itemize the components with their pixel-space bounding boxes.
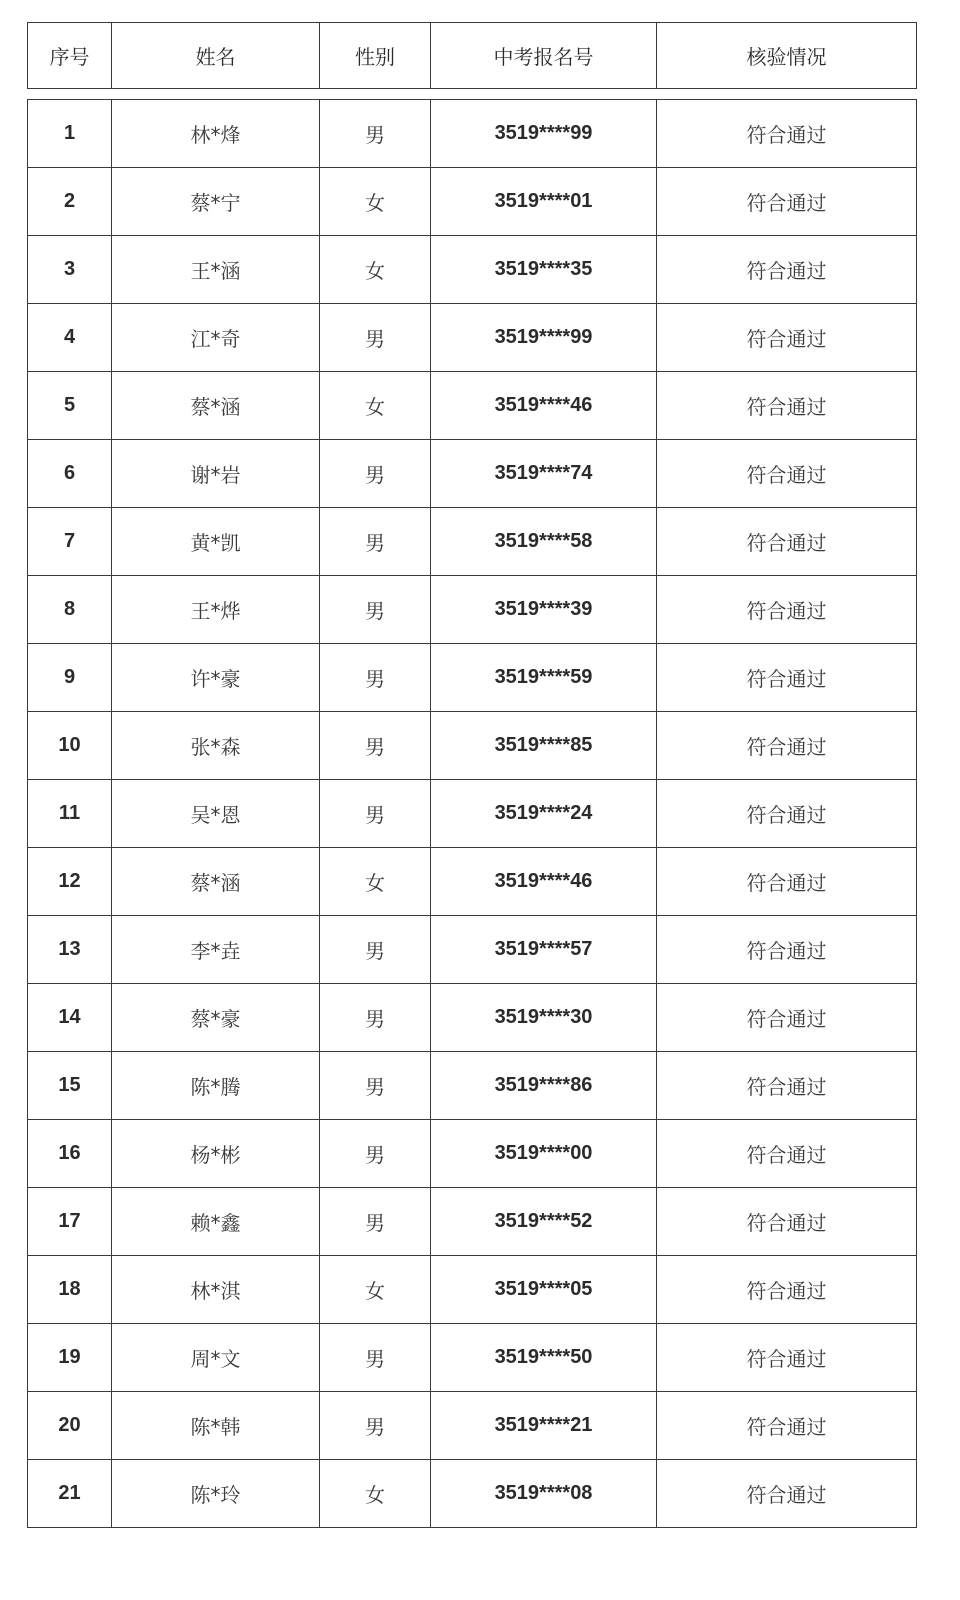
cell-name: 蔡*豪 xyxy=(112,984,320,1052)
table-row xyxy=(28,848,917,916)
cell-index: 4 xyxy=(28,304,112,372)
cell-name: 李*垚 xyxy=(112,916,320,984)
cell-gender: 男 xyxy=(320,576,431,644)
table-row xyxy=(28,372,917,440)
cell-verification: 符合通过 xyxy=(657,984,917,1052)
header-name: 姓名 xyxy=(112,23,320,89)
cell-gender: 女 xyxy=(320,236,431,304)
cell-exam-number: 3519****05 xyxy=(431,1256,657,1324)
table-row xyxy=(28,1392,917,1460)
cell-index: 15 xyxy=(28,1052,112,1120)
cell-exam-number: 3519****01 xyxy=(431,168,657,236)
header-table xyxy=(27,22,917,89)
cell-exam-number: 3519****21 xyxy=(431,1392,657,1460)
cell-name: 林*烽 xyxy=(112,100,320,168)
cell-verification: 符合通过 xyxy=(657,712,917,780)
cell-gender: 男 xyxy=(320,304,431,372)
table-row xyxy=(28,644,917,712)
cell-exam-number: 3519****52 xyxy=(431,1188,657,1256)
cell-exam-number: 3519****59 xyxy=(431,644,657,712)
cell-index: 16 xyxy=(28,1120,112,1188)
cell-index: 18 xyxy=(28,1256,112,1324)
cell-index: 8 xyxy=(28,576,112,644)
cell-verification: 符合通过 xyxy=(657,440,917,508)
header-index: 序号 xyxy=(28,23,112,89)
header-row xyxy=(28,23,917,89)
table-row xyxy=(28,576,917,644)
cell-exam-number: 3519****00 xyxy=(431,1120,657,1188)
cell-index: 9 xyxy=(28,644,112,712)
cell-verification: 符合通过 xyxy=(657,576,917,644)
cell-verification: 符合通过 xyxy=(657,916,917,984)
cell-gender: 男 xyxy=(320,440,431,508)
cell-verification: 符合通过 xyxy=(657,1460,917,1528)
cell-exam-number: 3519****99 xyxy=(431,304,657,372)
table-row xyxy=(28,304,917,372)
cell-gender: 女 xyxy=(320,848,431,916)
cell-verification: 符合通过 xyxy=(657,508,917,576)
cell-index: 14 xyxy=(28,984,112,1052)
table-row xyxy=(28,916,917,984)
cell-gender: 男 xyxy=(320,508,431,576)
table-row xyxy=(28,1188,917,1256)
cell-index: 2 xyxy=(28,168,112,236)
cell-exam-number: 3519****46 xyxy=(431,848,657,916)
cell-gender: 女 xyxy=(320,168,431,236)
cell-gender: 男 xyxy=(320,644,431,712)
table-row xyxy=(28,984,917,1052)
table-row xyxy=(28,1324,917,1392)
cell-exam-number: 3519****74 xyxy=(431,440,657,508)
cell-name: 吴*恩 xyxy=(112,780,320,848)
cell-verification: 符合通过 xyxy=(657,1256,917,1324)
cell-name: 陈*腾 xyxy=(112,1052,320,1120)
header-exam-number: 中考报名号 xyxy=(431,23,657,89)
cell-verification: 符合通过 xyxy=(657,1052,917,1120)
cell-gender: 女 xyxy=(320,1460,431,1528)
cell-name: 王*涵 xyxy=(112,236,320,304)
table-row xyxy=(28,712,917,780)
cell-verification: 符合通过 xyxy=(657,1392,917,1460)
cell-verification: 符合通过 xyxy=(657,780,917,848)
cell-gender: 男 xyxy=(320,100,431,168)
cell-verification: 符合通过 xyxy=(657,236,917,304)
table-row xyxy=(28,1256,917,1324)
cell-index: 21 xyxy=(28,1460,112,1528)
cell-exam-number: 3519****39 xyxy=(431,576,657,644)
cell-exam-number: 3519****35 xyxy=(431,236,657,304)
cell-verification: 符合通过 xyxy=(657,304,917,372)
cell-name: 杨*彬 xyxy=(112,1120,320,1188)
cell-index: 13 xyxy=(28,916,112,984)
cell-gender: 男 xyxy=(320,1324,431,1392)
cell-index: 20 xyxy=(28,1392,112,1460)
cell-verification: 符合通过 xyxy=(657,644,917,712)
cell-index: 7 xyxy=(28,508,112,576)
cell-name: 林*淇 xyxy=(112,1256,320,1324)
table-row xyxy=(28,1052,917,1120)
cell-exam-number: 3519****85 xyxy=(431,712,657,780)
cell-index: 11 xyxy=(28,780,112,848)
cell-index: 12 xyxy=(28,848,112,916)
cell-name: 周*文 xyxy=(112,1324,320,1392)
cell-gender: 女 xyxy=(320,372,431,440)
cell-exam-number: 3519****86 xyxy=(431,1052,657,1120)
table-row xyxy=(28,780,917,848)
cell-verification: 符合通过 xyxy=(657,1324,917,1392)
cell-gender: 男 xyxy=(320,916,431,984)
cell-exam-number: 3519****24 xyxy=(431,780,657,848)
table-body xyxy=(28,100,917,1528)
table-row xyxy=(28,236,917,304)
cell-exam-number: 3519****50 xyxy=(431,1324,657,1392)
cell-index: 17 xyxy=(28,1188,112,1256)
cell-name: 张*森 xyxy=(112,712,320,780)
cell-gender: 男 xyxy=(320,984,431,1052)
header-gender: 性别 xyxy=(320,23,431,89)
cell-gender: 男 xyxy=(320,1392,431,1460)
cell-verification: 符合通过 xyxy=(657,1120,917,1188)
cell-name: 蔡*宁 xyxy=(112,168,320,236)
cell-gender: 男 xyxy=(320,1120,431,1188)
cell-verification: 符合通过 xyxy=(657,372,917,440)
cell-exam-number: 3519****08 xyxy=(431,1460,657,1528)
cell-verification: 符合通过 xyxy=(657,848,917,916)
cell-gender: 男 xyxy=(320,712,431,780)
cell-name: 许*豪 xyxy=(112,644,320,712)
table-row xyxy=(28,1120,917,1188)
table-row xyxy=(28,440,917,508)
cell-index: 19 xyxy=(28,1324,112,1392)
cell-index: 6 xyxy=(28,440,112,508)
data-table xyxy=(27,99,917,1528)
table-row xyxy=(28,100,917,168)
cell-name: 黄*凯 xyxy=(112,508,320,576)
cell-exam-number: 3519****58 xyxy=(431,508,657,576)
cell-index: 3 xyxy=(28,236,112,304)
cell-name: 赖*鑫 xyxy=(112,1188,320,1256)
cell-name: 江*奇 xyxy=(112,304,320,372)
cell-name: 陈*韩 xyxy=(112,1392,320,1460)
cell-index: 5 xyxy=(28,372,112,440)
cell-name: 王*烨 xyxy=(112,576,320,644)
cell-exam-number: 3519****46 xyxy=(431,372,657,440)
cell-gender: 男 xyxy=(320,1188,431,1256)
cell-index: 10 xyxy=(28,712,112,780)
cell-exam-number: 3519****99 xyxy=(431,100,657,168)
cell-gender: 女 xyxy=(320,1256,431,1324)
table-row xyxy=(28,508,917,576)
cell-name: 陈*玲 xyxy=(112,1460,320,1528)
cell-name: 谢*岩 xyxy=(112,440,320,508)
cell-index: 1 xyxy=(28,100,112,168)
cell-exam-number: 3519****57 xyxy=(431,916,657,984)
cell-name: 蔡*涵 xyxy=(112,372,320,440)
cell-verification: 符合通过 xyxy=(657,1188,917,1256)
cell-verification: 符合通过 xyxy=(657,100,917,168)
cell-gender: 男 xyxy=(320,780,431,848)
cell-gender: 男 xyxy=(320,1052,431,1120)
cell-verification: 符合通过 xyxy=(657,168,917,236)
table-row xyxy=(28,1460,917,1528)
header-verification: 核验情况 xyxy=(657,23,917,89)
table-row xyxy=(28,168,917,236)
cell-name: 蔡*涵 xyxy=(112,848,320,916)
cell-exam-number: 3519****30 xyxy=(431,984,657,1052)
